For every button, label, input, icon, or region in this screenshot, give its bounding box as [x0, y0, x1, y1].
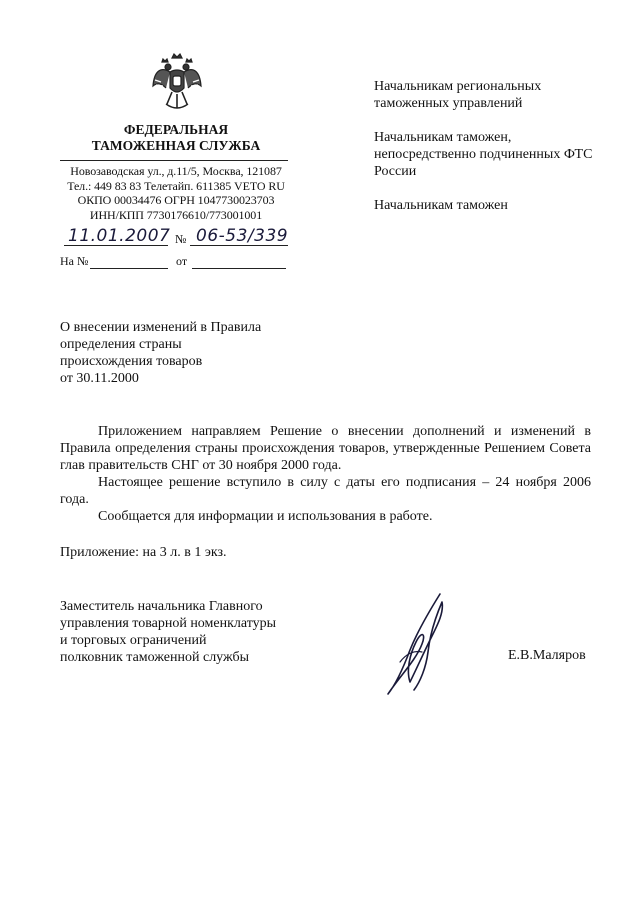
reference-number-label: На №	[60, 254, 89, 268]
org-name-line2: ТАМОЖЕННАЯ СЛУЖБА	[91, 138, 261, 153]
reference-number-blank	[90, 268, 168, 269]
organization-details	[60, 164, 292, 222]
registration-number: 06-53/339	[196, 226, 289, 246]
signatory-title-line2: управления товарной номенклатуры	[60, 616, 277, 631]
registration-line	[60, 226, 296, 250]
handwritten-signature	[370, 590, 460, 700]
registration-date-underline	[64, 245, 168, 246]
letterhead-divider	[60, 160, 288, 161]
attachment-note: Приложение: на 3 л. в 1 экз.	[60, 545, 227, 560]
registration-number-label: №	[175, 232, 187, 246]
signatory-title-line4: полковник таможенной службы	[60, 650, 250, 665]
letter-subject	[60, 319, 320, 387]
signatory-title-line1: Заместитель начальника Главного	[60, 599, 263, 614]
subject-line3: происхождения товаров	[60, 354, 203, 369]
registration-date: 11.01.2007	[68, 226, 171, 246]
double-headed-eagle-icon	[150, 52, 204, 114]
body-paragraph-2: Настоящее решение вступило в силу с даты его подписания – 24 ноября 2006 года.	[60, 475, 591, 507]
org-name-line1: ФЕДЕРАЛЬНАЯ	[123, 122, 229, 137]
signatory-title-line3: и торговых ограничений	[60, 633, 207, 648]
org-codes: ОКПО 00034476 ОГРН 1047730023703	[77, 193, 275, 207]
reference-date-blank	[192, 268, 286, 269]
signatory-name: Е.В.Маляров	[508, 648, 586, 663]
reference-date-label: от	[176, 254, 188, 268]
org-inn: ИНН/КПП 7730176610/773001001	[89, 207, 263, 222]
recipients-block	[374, 78, 614, 231]
subject-line2: определения страны	[60, 337, 182, 352]
subject-line1: О внесении изменений в Правила	[60, 320, 262, 335]
subject-line4: от 30.11.2000	[60, 371, 139, 386]
recipient-customs: Начальникам таможен	[374, 198, 508, 213]
recipient-direct-customs: Начальникам таможен, непосредственно подчиненных ФТС России	[374, 130, 593, 179]
registration-number-underline	[190, 245, 288, 246]
recipient-regional-customs: Начальникам региональных таможенных управлений	[374, 79, 542, 111]
org-phones: Тел.: 449 83 83 Телетайп. 611385 VETO RU	[67, 178, 285, 193]
body-paragraph-3: Сообщается для информации и использования в работе.	[98, 509, 433, 524]
reference-line	[60, 254, 296, 272]
body-paragraph-1: Приложением направляем Решение о внесении дополнений и изменений в Правила определения страны происхождения товаров, утвержденные Решением Совета глав правительств СНГ от 30 ноября 2000 года.	[60, 424, 591, 473]
letter-body	[60, 423, 591, 525]
org-address: Новозаводская ул., д.11/5, Москва, 121087	[70, 164, 282, 178]
organization-name	[60, 122, 292, 154]
signatory-title	[60, 598, 340, 666]
